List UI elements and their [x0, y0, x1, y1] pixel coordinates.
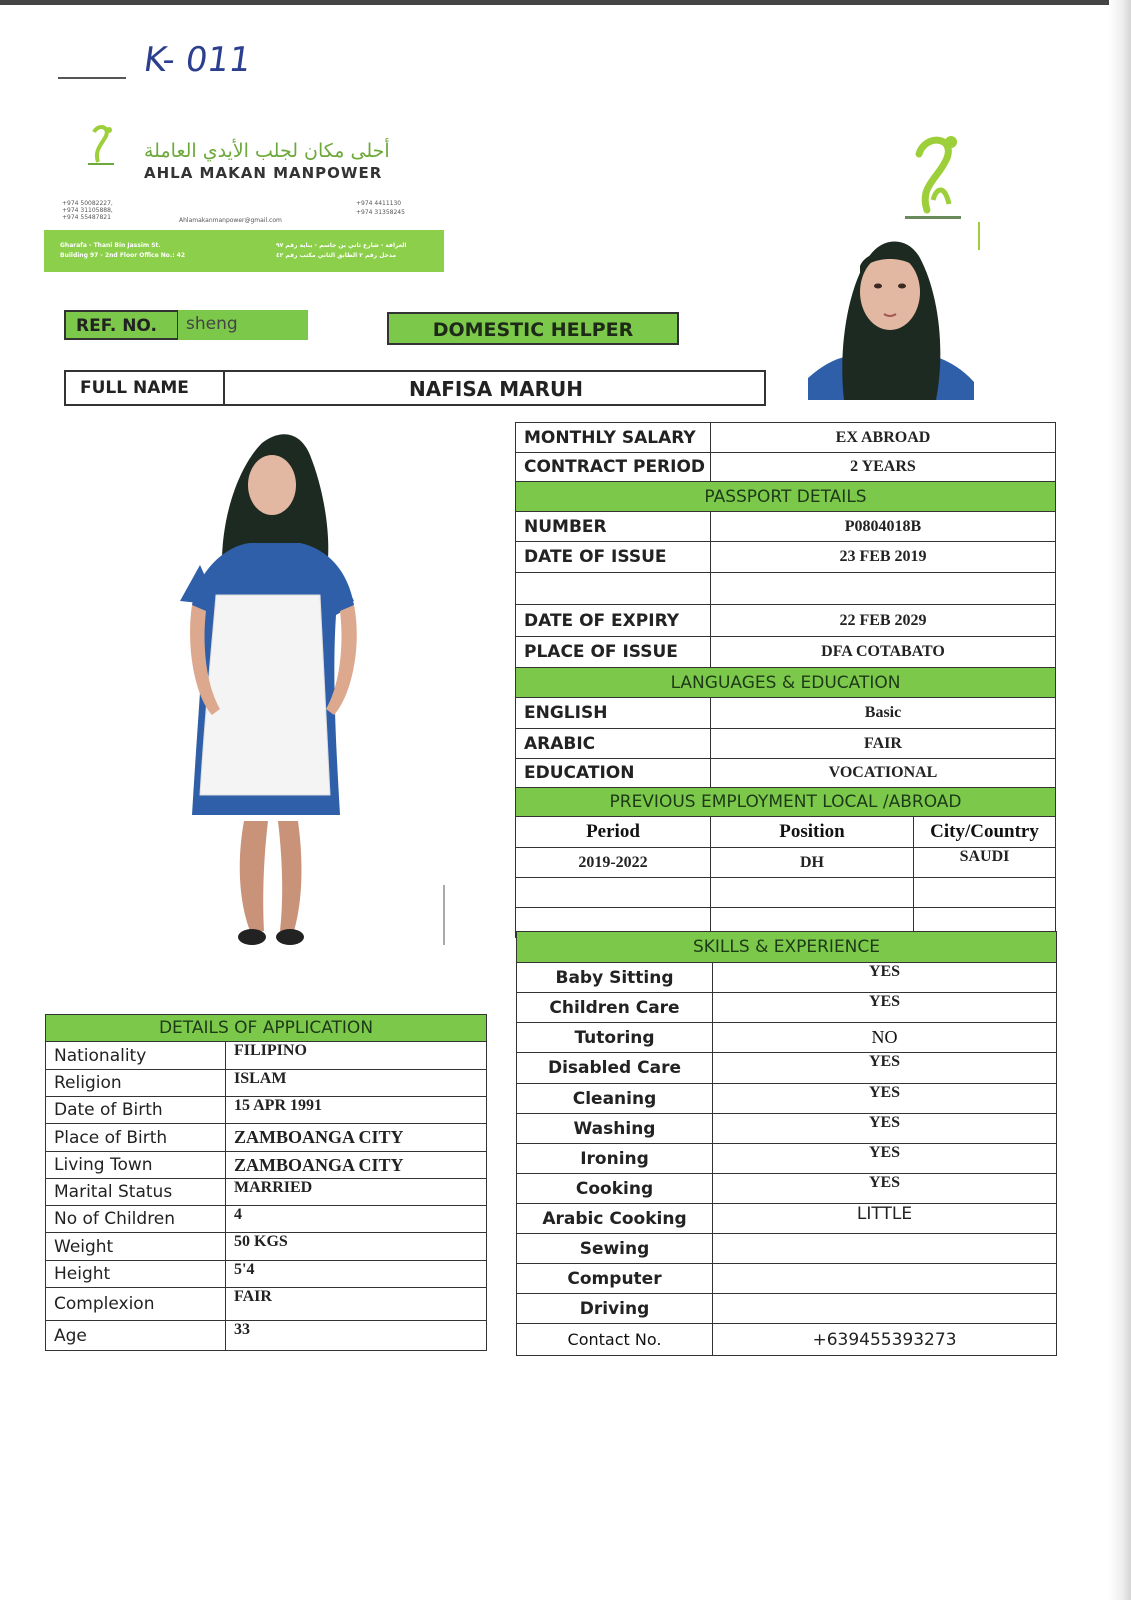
- table-row: [46, 1152, 487, 1179]
- previous-employment-header: PREVIOUS EMPLOYMENT LOCAL /ABROAD: [516, 788, 1056, 817]
- employment-passport-table: [515, 422, 1056, 938]
- table-row: [516, 605, 1056, 637]
- detail-value: ISLAM: [226, 1070, 487, 1097]
- table-row: [516, 637, 1056, 668]
- employment-position: DH: [711, 848, 914, 878]
- skill-label: Children Care: [517, 993, 713, 1023]
- table-row: [46, 1097, 487, 1124]
- table-row: [517, 1264, 1057, 1294]
- table-row: [516, 848, 1056, 878]
- table-row: [517, 1023, 1057, 1053]
- skills-table: [516, 931, 1057, 1356]
- table-row: [517, 1144, 1057, 1174]
- skill-label: Ironing: [517, 1144, 713, 1174]
- skill-label: Cleaning: [517, 1084, 713, 1114]
- skill-label: Arabic Cooking: [517, 1204, 713, 1234]
- place-of-issue-label: PLACE OF ISSUE: [516, 637, 711, 668]
- skill-value: NO: [713, 1023, 1057, 1053]
- phone-left-1: +974 50082227,: [62, 200, 113, 207]
- passport-number-value: P0804018B: [711, 512, 1056, 542]
- skill-value: [713, 1294, 1057, 1324]
- detail-label: No of Children: [46, 1206, 226, 1233]
- table-row: [517, 1204, 1057, 1234]
- skill-value: YES: [713, 1144, 1057, 1174]
- table-row-empty: [516, 573, 1056, 605]
- english-label: ENGLISH: [516, 698, 711, 729]
- portrait-photo: [808, 228, 974, 400]
- date-of-issue-label: DATE OF ISSUE: [516, 542, 711, 573]
- table-row: [517, 1234, 1057, 1264]
- detail-label: Nationality: [46, 1042, 226, 1070]
- detail-value: MARRIED: [226, 1179, 487, 1206]
- education-value: VOCATIONAL: [711, 759, 1056, 788]
- ref-label: REF. NO.: [76, 316, 157, 336]
- skill-value: [713, 1234, 1057, 1264]
- detail-value: ZAMBOANGA CITY: [226, 1124, 487, 1152]
- section-header: [516, 788, 1056, 817]
- table-row: [517, 993, 1057, 1023]
- table-row: [517, 963, 1057, 993]
- company-name: AHLA MAKAN MANPOWER: [144, 164, 383, 182]
- company-email: Ahlamakanmanpower@gmail.com: [179, 217, 282, 224]
- skill-value: YES: [713, 1053, 1057, 1084]
- table-row-empty: [516, 878, 1056, 908]
- handwritten-underline: [58, 77, 126, 79]
- phone-right-2: +974 31358245: [356, 209, 405, 216]
- skill-value: YES: [713, 1114, 1057, 1144]
- english-value: Basic: [711, 698, 1056, 729]
- scan-edge: [1109, 0, 1131, 1600]
- detail-label: Marital Status: [46, 1179, 226, 1206]
- phone-left-2: +974 31105888,: [62, 207, 113, 214]
- table-row: [46, 1321, 487, 1351]
- skill-value: [713, 1264, 1057, 1294]
- contract-period-label: CONTRACT PERIOD: [516, 453, 711, 482]
- column-header-period: Period: [516, 817, 711, 848]
- table-row: [46, 1233, 487, 1261]
- arabic-label: ARABIC: [516, 729, 711, 759]
- address-ar-1: الغرافة - شارع ثاني بن جاسم - بناية رقم ٩٧: [276, 242, 407, 249]
- company-logo-icon: [86, 124, 116, 168]
- detail-label: Date of Birth: [46, 1097, 226, 1124]
- detail-label: Complexion: [46, 1288, 226, 1321]
- table-row: [516, 512, 1056, 542]
- section-header: [516, 668, 1056, 698]
- detail-value: 50 KGS: [226, 1233, 487, 1261]
- contract-period-value: 2 YEARS: [711, 453, 1056, 482]
- detail-label: Height: [46, 1261, 226, 1288]
- table-row: [516, 759, 1056, 788]
- skill-value: YES: [713, 993, 1057, 1023]
- detail-label: Living Town: [46, 1152, 226, 1179]
- table-row: [46, 1206, 487, 1233]
- detail-value: 5'4: [226, 1261, 487, 1288]
- contact-value: +639455393273: [713, 1324, 1057, 1356]
- column-header-position: Position: [711, 817, 914, 848]
- logo-mark-icon: [905, 130, 975, 225]
- skill-value: YES: [713, 1174, 1057, 1204]
- empty-cell: [516, 878, 711, 908]
- skill-label: Computer: [517, 1264, 713, 1294]
- arabic-value: FAIR: [711, 729, 1056, 759]
- education-label: EDUCATION: [516, 759, 711, 788]
- table-row: [46, 1179, 487, 1206]
- table-row: [516, 423, 1056, 453]
- skill-value: YES: [713, 963, 1057, 993]
- contact-label: Contact No.: [517, 1324, 713, 1356]
- table-row: [46, 1124, 487, 1152]
- place-of-issue-value: DFA COTABATO: [711, 637, 1056, 668]
- table-header-row: [516, 817, 1056, 848]
- column-header-city-country: City/Country: [914, 817, 1056, 848]
- handwritten-ref: K- 011: [141, 40, 254, 80]
- section-header: [517, 932, 1057, 963]
- languages-header: LANGUAGES & EDUCATION: [516, 668, 1056, 698]
- skill-label: Baby Sitting: [517, 963, 713, 993]
- table-row: [516, 542, 1056, 573]
- empty-cell: [516, 573, 711, 605]
- empty-cell: [914, 878, 1056, 908]
- skills-header: SKILLS & EXPERIENCE: [517, 932, 1057, 963]
- table-row: [46, 1070, 487, 1097]
- full-name-divider: [223, 372, 225, 404]
- skill-value: YES: [713, 1084, 1057, 1114]
- detail-label: Place of Birth: [46, 1124, 226, 1152]
- table-row: [516, 698, 1056, 729]
- table-row: [517, 1174, 1057, 1204]
- table-row: [46, 1042, 487, 1070]
- full-body-photo: [140, 425, 450, 955]
- detail-value: FAIR: [226, 1288, 487, 1321]
- detail-label: Religion: [46, 1070, 226, 1097]
- passport-header: PASSPORT DETAILS: [516, 482, 1056, 512]
- logo-accent: [978, 222, 980, 250]
- address-line-1: Gharafa - Thani Bin Jassim St.: [60, 242, 161, 249]
- detail-value: ZAMBOANGA CITY: [226, 1152, 487, 1179]
- employment-period: 2019-2022: [516, 848, 711, 878]
- monthly-salary-value: EX ABROAD: [711, 423, 1056, 453]
- table-row: [46, 1261, 487, 1288]
- position-title-box: [387, 312, 679, 345]
- table-row: [516, 729, 1056, 759]
- skill-label: Driving: [517, 1294, 713, 1324]
- application-table: [45, 1014, 487, 1351]
- phone-left-3: +974 55487821: [62, 214, 111, 221]
- address-line-2: Building 97 - 2nd Floor Office No.: 42: [60, 252, 186, 259]
- detail-label: Weight: [46, 1233, 226, 1261]
- date-of-expiry-label: DATE OF EXPIRY: [516, 605, 711, 637]
- skill-label: Sewing: [517, 1234, 713, 1264]
- address-strip: [44, 230, 444, 272]
- date-of-expiry-value: 22 FEB 2029: [711, 605, 1056, 637]
- table-row: [517, 1084, 1057, 1114]
- skill-label: Disabled Care: [517, 1053, 713, 1084]
- detail-label: Age: [46, 1321, 226, 1351]
- company-header: [44, 120, 444, 278]
- full-name-row: [64, 370, 766, 406]
- table-row: [517, 1114, 1057, 1144]
- detail-value: 4: [226, 1206, 487, 1233]
- date-of-issue-value: 23 FEB 2019: [711, 542, 1056, 573]
- skill-label: Washing: [517, 1114, 713, 1144]
- passport-number-label: NUMBER: [516, 512, 711, 542]
- table-row: [517, 1294, 1057, 1324]
- full-name-value: NAFISA MARUH: [409, 377, 583, 401]
- address-ar-2: مدخل رقم ٢ الطابق الثاني مكتب رقم ٤٢: [276, 252, 397, 259]
- ref-box: [64, 310, 308, 340]
- table-row: [517, 1324, 1057, 1356]
- full-name-label: FULL NAME: [80, 378, 189, 398]
- skill-label: Tutoring: [517, 1023, 713, 1053]
- section-header: [46, 1015, 487, 1042]
- table-row: [517, 1053, 1057, 1084]
- empty-cell: [711, 573, 1056, 605]
- monthly-salary-label: MONTHLY SALARY: [516, 423, 711, 453]
- application-header: DETAILS OF APPLICATION: [46, 1015, 487, 1042]
- position-title: DOMESTIC HELPER: [432, 319, 634, 341]
- skill-label: Cooking: [517, 1174, 713, 1204]
- detail-value: FILIPINO: [226, 1042, 487, 1070]
- detail-value: 15 APR 1991: [226, 1097, 487, 1124]
- employment-country: SAUDI: [914, 848, 1056, 878]
- table-row: [46, 1288, 487, 1321]
- empty-cell: [711, 878, 914, 908]
- company-name-arabic: أحلى مكان لجلب الأيدي العاملة: [144, 140, 390, 162]
- ref-value: sheng: [186, 314, 238, 334]
- page-top-border: [0, 0, 1131, 5]
- table-row: [516, 453, 1056, 482]
- ref-value-box: [177, 310, 308, 340]
- phone-right-1: +974 4411130: [356, 200, 402, 207]
- skill-value: LITTLE: [713, 1204, 1057, 1234]
- section-header: [516, 482, 1056, 512]
- detail-value: 33: [226, 1321, 487, 1351]
